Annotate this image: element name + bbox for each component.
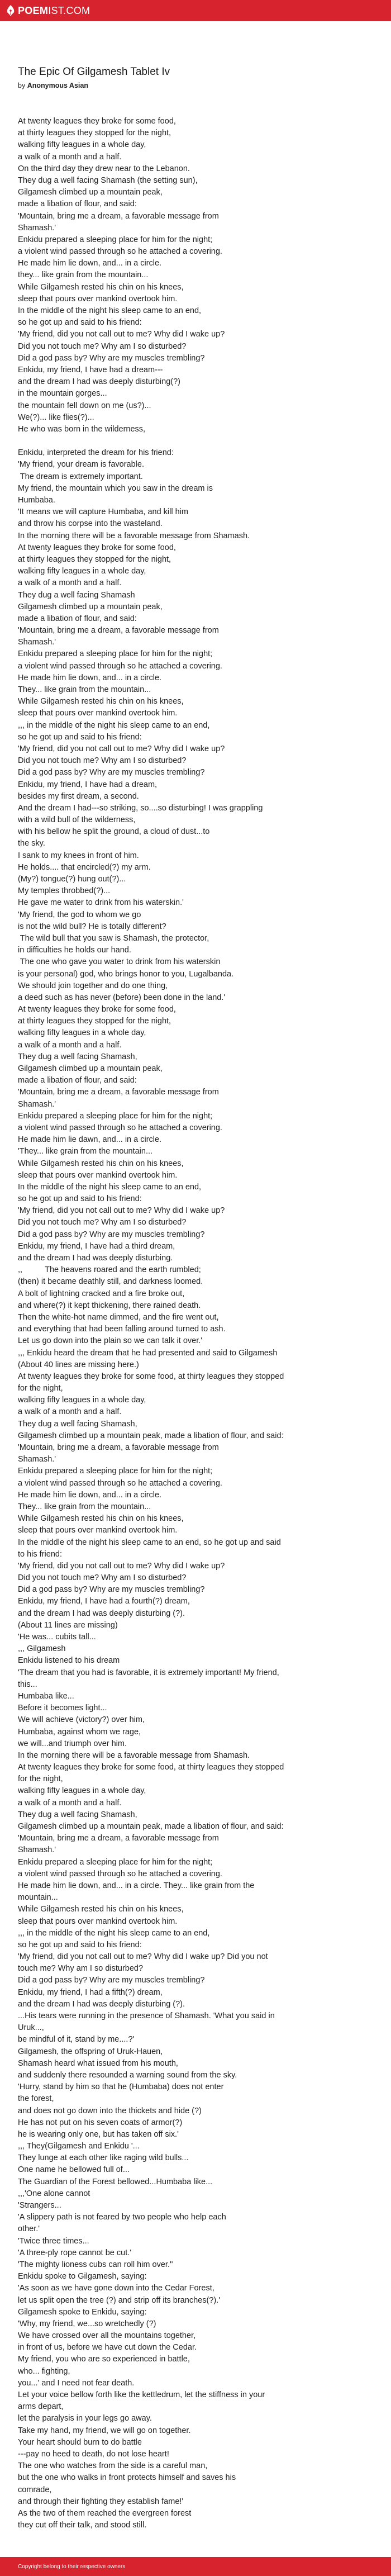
poem-line: made a libation of flour, and said:	[18, 1076, 137, 1085]
poem-line: We will achieve (victory?) over him,	[18, 1715, 145, 1725]
poem-line: The one who watches from the side is a careful man,	[18, 2461, 208, 2471]
poem-line: Shamash.'	[18, 1846, 56, 1855]
poem-line: The Guardian of the Forest bellowed...Humbaba like...	[18, 2177, 213, 2186]
poem-line: sleep that pours over mankind overtook him.	[18, 1170, 178, 1180]
poem-line: They dug a well facing Shamash (the setting sun),	[18, 175, 198, 185]
poem-line: Humbaba like...	[18, 1691, 74, 1701]
poem-line: 'Why, my friend, we...so wretchedly (?)	[18, 2319, 156, 2328]
poem-line: ,,,'One alone cannot	[18, 2189, 90, 2198]
poem-line: (About 40 lines are missing here.)	[18, 1360, 139, 1369]
poem-line: In the middle of the night his sleep came to an end,	[18, 306, 202, 315]
poem-line: Enkidu prepared a sleeping place for him for the night;	[18, 649, 213, 659]
poem-line: They dug a well facing Shamash,	[18, 1419, 137, 1429]
poem-line: Gilgamesh climbed up a mountain peak,	[18, 602, 163, 611]
poem-line: Did you not touch me? Why am I so disturbed?	[18, 341, 187, 351]
poem-line: in difficulties he holds our hand.	[18, 946, 131, 955]
poem-line: He made him lie dawn, and... in a circle.	[18, 1135, 162, 1145]
poem-line: is your personal) god, who brings honor to you, Lugalbanda.	[18, 969, 234, 979]
poem-line: comrade,	[18, 2485, 52, 2494]
poem-line: be mindful of it, stand by me....?'	[18, 2035, 135, 2044]
poem-byline	[18, 82, 88, 89]
poem-line: a violent wind passed through so he attached a covering.	[18, 1478, 222, 1488]
poem-line: 'My friend, did you not call out to me? Why did I wake up?	[18, 330, 225, 339]
poem-line: He holds.... that encircled(?) my arm.	[18, 862, 151, 872]
poem-line: let the paralysis in your legs go away.	[18, 2414, 152, 2423]
poem-line: 'Mountain, bring me a dream, a favorable message from	[18, 1834, 219, 1843]
site-logo-text	[18, 5, 90, 17]
poem-line: made a libation of flour, and said:	[18, 200, 137, 209]
poem-line: In the middle of the night his sleep came to an end, so he got up and said	[18, 1538, 281, 1547]
site-footer	[0, 2557, 391, 2576]
poem-line: so he got up and said to his friend:	[18, 1940, 142, 1949]
logo-text-bold: POEM	[18, 4, 49, 16]
poem-line: in front of us, before we have cut down the Cedar.	[18, 2343, 197, 2352]
poem-line: they... like grain from the mountain...	[18, 271, 149, 280]
site-header	[0, 0, 391, 21]
poem-line: They lunge at each other like raging wild bulls...	[18, 2153, 189, 2163]
poem-line: for the night,	[18, 1384, 63, 1393]
poem-line: 'The mighty lioness cubs can roll him over.''	[18, 2260, 173, 2269]
poem-line: let us split open the tree (?) and strip off its branches(?).'	[18, 2295, 220, 2305]
poem-line: Humbaba.	[18, 496, 55, 505]
poem-title: The Epic Of Gilgamesh Tablet Iv	[18, 66, 170, 78]
poem-line: besides my first dream, a second.	[18, 791, 139, 801]
poem-line: 'My friend, did you not call out to me? Why did I wake up?	[18, 1206, 225, 1216]
poem-line: While Gilgamesh rested his chin on his knees,	[18, 1514, 184, 1524]
poem-line: so he got up and said to his friend:	[18, 732, 142, 742]
poem-line: and the dream I had was deeply disturbing (?).	[18, 1609, 185, 1618]
poem-line: 'Mountain, bring me a dream, a favorable message from	[18, 211, 219, 221]
poem-line: My friend, you who are so experienced in battle,	[18, 2355, 190, 2364]
poem-line: and everything that had been falling around turned to ash.	[18, 1325, 226, 1334]
pen-nib-icon	[6, 4, 16, 17]
poem-line: Shamash heard what issued from his mouth,	[18, 2058, 178, 2068]
poem-line: He made him lie down, and... in a circle. They... like grain from the	[18, 1881, 255, 1890]
poem-line: walking fifty leagues in a whole day,	[18, 1786, 146, 1796]
poem-line: this...	[18, 1680, 37, 1689]
poem-line: sleep that pours over mankind overtook him.	[18, 1916, 178, 1926]
poem-line: a walk of a month and a half.	[18, 152, 122, 162]
poem-line: Shamash.'	[18, 1455, 56, 1464]
poem-line: the mountain fell down on me (us?)...	[18, 401, 151, 410]
poem-line: ,,, Gilgamesh	[18, 1644, 66, 1654]
poem-line: A bolt of lightning cracked and a fire broke out,	[18, 1289, 185, 1298]
poem-line: walking fifty leagues in a whole day,	[18, 140, 146, 150]
poem-line: sleep that pours over mankind overtook him.	[18, 709, 178, 718]
poem-line: 'Twice three times...	[18, 2236, 89, 2246]
poem-line: and the dream I had was deeply disturbing (?).	[18, 1999, 185, 2009]
poem-line: 'He was... cubits tall...	[18, 1633, 96, 1642]
poem-stanza	[18, 447, 375, 2531]
poem-line: ,,, in the middle of the night his sleep came to an end,	[18, 1928, 210, 1938]
poem-line: so he got up and said to his friend:	[18, 318, 142, 328]
poem-stanza	[18, 116, 375, 435]
poem-line: He made him lie down, and... in a circle.	[18, 1490, 162, 1500]
poem-line: 'As soon as we have gone down into the Cedar Forest,	[18, 2284, 214, 2293]
poem-line: 'Strangers...	[18, 2201, 61, 2210]
poem-line: a violent wind passed through so he attached a covering.	[18, 661, 222, 671]
poem-line: (My?) tongue(?) hung out(?)...	[18, 875, 126, 884]
poem-line: touch me? Why am I so disturbed?	[18, 1964, 144, 1973]
poem-line: Enkidu prepared a sleeping place for him for the night;	[18, 235, 213, 244]
poem-line: we will...and triumph over him.	[18, 1739, 127, 1748]
poem-line: 'Mountain, bring me a dream, a favorable message from	[18, 1443, 219, 1452]
poem-line: and the dream I had was deeply disturbing(?)	[18, 377, 180, 387]
poem-line: a violent wind passed through so he attached a covering.	[18, 1123, 222, 1132]
poem-line: 'My friend, did you not call out to me? Why did I wake up? Did you not	[18, 1952, 268, 1962]
poem-line: We have crossed over all the mountains together,	[18, 2331, 196, 2341]
poem-line: They... like grain from the mountain...	[18, 1502, 151, 1511]
poem-line: Did a god pass by? Why are my muscles trembling?	[18, 1976, 205, 1985]
poem-line: The wild bull that you saw is Shamash, the protector,	[18, 933, 209, 943]
poem-line: Did you not touch me? Why am I so disturbed?	[18, 756, 187, 766]
poem-line: Shamash.'	[18, 1099, 56, 1109]
poem-line: Gilgamesh spoke to Enkidu, saying:	[18, 2307, 147, 2317]
poem-line: ...His tears were running in the presence of Shamash. 'What you said in	[18, 2012, 275, 2020]
poem-line: other.'	[18, 2224, 40, 2234]
poem-line: Enkidu, my friend, I have had a third dream,	[18, 1241, 175, 1251]
poem-line: While Gilgamesh rested his chin on his knees,	[18, 1159, 184, 1168]
poem-line: ,,, Enkidu heard the dream that he had presented and said to Gilgamesh	[18, 1348, 278, 1358]
poem-line: Enkidu, my friend, I have had a dream---	[18, 365, 163, 374]
poem-line: who... fighting,	[18, 2366, 70, 2376]
poem-line: 'Mountain, bring me a dream, a favorable message from	[18, 626, 219, 635]
poem-line: Enkidu spoke to Gilgamesh, saying:	[18, 2272, 147, 2281]
poem-line: They dug a well facing Shamash,	[18, 1810, 137, 1819]
poem-line: I sank to my knees in front of him.	[18, 851, 139, 860]
poem-line: Gilgamesh climbed up a mountain peak,	[18, 188, 163, 197]
poem-line: Then the white-hot name dimmed, and the fire went out,	[18, 1312, 219, 1322]
poem-line: a walk of a month and a half.	[18, 578, 122, 588]
poem-line: with his bellow he split the ground, a cloud of dust...to	[18, 827, 210, 837]
poem-line: And the dream I had---so striking, so....so disturbing! I was grappling	[18, 803, 263, 813]
poem-line: At twenty leagues they broke for some food, at thirty leagues they stopped	[18, 1763, 284, 1772]
poem-line: Did you not touch me? Why am I so disturbed?	[18, 1573, 187, 1583]
poem-line: Enkidu prepared a sleeping place for him for the night;	[18, 1111, 213, 1121]
poem-line: Your heart should burn to do battle	[18, 2437, 142, 2447]
poem-line: In the morning there will be a favorable message from Shamash.	[18, 531, 250, 540]
poem-line: He who was born in the wilderness,	[18, 424, 146, 434]
poem-line: He has not put on his seven coats of armor(?)	[18, 2118, 183, 2127]
poem-line: made a libation of flour, and said:	[18, 614, 137, 623]
poem-line: and through their fighting they establish fame!'	[18, 2497, 184, 2506]
poem-line: Enkidu, my friend, I have had a dream,	[18, 780, 158, 789]
poem-line: 'It means we will capture Humbaba, and kill him	[18, 507, 188, 517]
poem-line: 'Hurry, stand by him so that he (Humbaba) does not enter	[18, 2082, 224, 2092]
poem-line: 'They... like grain from the mountain...	[18, 1147, 153, 1156]
poem-line: 'My friend, the god to whom we go	[18, 910, 141, 919]
poem-line: Humbaba, against whom we rage,	[18, 1727, 141, 1737]
poem-line: ,, The heavens roared and the earth rumbled;	[18, 1265, 201, 1275]
poem-line: ,,, They(Gilgamesh and Enkidu '...	[18, 2142, 140, 2151]
poem-line: the sky.	[18, 839, 45, 848]
poem-line: Uruk...,	[18, 2023, 44, 2033]
poem-line: so he got up and said to his friend:	[18, 1194, 142, 1204]
poem-line: They... like grain from the mountain...	[18, 685, 151, 694]
poem-line: 'My friend, did you not call out to me? Why did I wake up?	[18, 744, 225, 753]
poem-line: My friend, the mountain which you saw in the dream is	[18, 483, 213, 493]
poem-line: While Gilgamesh rested his chin on his knees,	[18, 282, 184, 292]
poem-line: arms depart,	[18, 2402, 64, 2412]
poem-line: Gilgamesh, the offspring of Uruk-Hauen,	[18, 2047, 163, 2056]
logo-text-rest: IST.COM	[48, 4, 90, 16]
poem-line: 'The dream that you had is favorable, it is extremely important! My friend,	[18, 1668, 279, 1677]
poem-line: a deed such as has never (before) been done in the land.'	[18, 993, 226, 1002]
poem-line: ---pay no heed to death, do not lose heart!	[18, 2449, 169, 2459]
poem-line: Shamash.'	[18, 638, 56, 647]
poem-line: Did a god pass by? Why are my muscles trembling?	[18, 1230, 205, 1239]
poem-line: ,,, in the middle of the night his sleep came to an end,	[18, 720, 210, 730]
poem-line: walking fifty leagues in a whole day,	[18, 567, 146, 576]
poem-line: He made him lie down, and... in a circle.	[18, 259, 162, 268]
poem-line: at thirty leagues they stopped for the night,	[18, 554, 171, 564]
poem-line: in the mountain gorges...	[18, 389, 107, 399]
poem-line: a walk of a month and a half.	[18, 1040, 122, 1050]
poem-line: at thirty leagues they stopped for the night,	[18, 1017, 171, 1026]
poem-line: Enkidu prepared a sleeping place for him for the night;	[18, 1857, 213, 1867]
poem-line: Enkidu, my friend, I had a fifth(?) dream,	[18, 1987, 163, 1997]
poem-line: Before it becomes light...	[18, 1704, 107, 1713]
poem-line: We should join together and do one thing,	[18, 981, 168, 990]
poem-line: As the two of them reached the evergreen forest	[18, 2508, 192, 2518]
poem-line: At twenty leagues they broke for some food,	[18, 117, 176, 126]
poem-line: One name he bellowed full of...	[18, 2165, 130, 2175]
poem-line: (About 11 lines are missing)	[18, 1620, 118, 1630]
poem-line: sleep that pours over mankind overtook him.	[18, 294, 178, 303]
poem-line: Let your voice bellow forth like the kettledrum, let the stiffness in your	[18, 2390, 265, 2399]
poem-line: They dug a well facing Shamash,	[18, 1052, 137, 1061]
poem-line: The dream is extremely important.	[18, 472, 143, 481]
poem-line: he is wearing only one, but has taken off six.'	[18, 2129, 179, 2139]
poem-body	[18, 116, 375, 2531]
poem-line: 'My friend, did you not call out to me? Why did I wake up?	[18, 1561, 225, 1571]
poem-line: Shamash.'	[18, 223, 56, 233]
poem-line: 'A three-ply rope cannot be cut.'	[18, 2248, 132, 2257]
poem-line: 'A slippery path is not feared by two people who help each	[18, 2213, 226, 2222]
poem-line: Gilgamesh climbed up a mountain peak, made a libation of flour, and said:	[18, 1431, 284, 1440]
poem-line: On the third day they drew near to the Lebanon.	[18, 164, 190, 173]
copyright-notice: Copyright belong to their respective owners	[18, 2563, 126, 2570]
poem-line: At twenty leagues they broke for some food, at thirty leagues they stopped	[18, 1372, 284, 1381]
poem-line: with a wild bull of the wilderness,	[18, 815, 136, 825]
poem-line: My temples throbbed(?)...	[18, 886, 111, 896]
poem-line: and throw his corpse into the wasteland.	[18, 519, 163, 529]
poem-line: Let us go down into the plain so we can talk it over.'	[18, 1336, 203, 1346]
poem-line: to his friend:	[18, 1549, 62, 1559]
poem-line: is not the wild bull? He is totally different?	[18, 922, 166, 931]
poem-line: Take my hand, my friend, we will go on together.	[18, 2426, 191, 2435]
poem-line: Gilgamesh climbed up a mountain peak,	[18, 1064, 163, 1073]
poem-line: for the night,	[18, 1775, 63, 1784]
poem-line: While Gilgamesh rested his chin on his knees,	[18, 697, 184, 706]
poem-line: Enkidu, my friend, I have had a fourth(?) dream,	[18, 1597, 190, 1606]
byline-prefix: by	[18, 82, 27, 89]
poem-line: and the dream I had was deeply disturbing.	[18, 1254, 173, 1263]
poem-line: sleep that pours over mankind overtook him.	[18, 1526, 178, 1535]
poem-line: walking fifty leagues in a whole day,	[18, 1396, 146, 1405]
poem-line: Did a god pass by? Why are my muscles trembling?	[18, 768, 205, 777]
poem-line: Did a god pass by? Why are my muscles trembling?	[18, 353, 205, 363]
poem-line: Gilgamesh climbed up a mountain peak, made a libation of flour, and said:	[18, 1822, 284, 1831]
poem-line: At twenty leagues they broke for some food,	[18, 1005, 176, 1014]
poem-line: a violent wind passed through so he attached a covering.	[18, 1869, 222, 1878]
poem-line: a walk of a month and a half.	[18, 1798, 122, 1808]
poem-line: 'Mountain, bring me a dream, a favorable message from	[18, 1088, 219, 1097]
poem-line: He made him lie down, and... in a circle.	[18, 673, 162, 682]
poem-line: mountain...	[18, 1893, 58, 1903]
author-link[interactable]: Anonymous Asian	[27, 82, 88, 89]
poem-line: 'My friend, your dream is favorable.	[18, 460, 144, 469]
poem-line: you...' and I need not fear death.	[18, 2378, 135, 2388]
poem-line: but the one who walks in front protects himself and saves his	[18, 2473, 236, 2483]
poem-line: Enkidu listened to his dream	[18, 1656, 120, 1666]
poem-line: He gave me water to drink from his waterskin.'	[18, 898, 184, 908]
poem-line: Enkidu prepared a sleeping place for him for the night;	[18, 1467, 213, 1476]
site-logo-link[interactable]	[6, 4, 90, 17]
poem-line: and where(?) it kept thickening, there rained death.	[18, 1301, 201, 1310]
poem-line: At twenty leagues they broke for some food,	[18, 543, 176, 552]
poem-line: and does not go down into the thickets and hide (?)	[18, 2106, 202, 2115]
poem-line: The one who gave you water to drink from his waterskin	[18, 957, 221, 967]
poem-line: We(?)... like flies(?)...	[18, 412, 94, 422]
poem-line: (then) it became deathly still, and darkness loomed.	[18, 1277, 203, 1287]
poem-line: In the middle of the night his sleep came to an end,	[18, 1182, 202, 1192]
poem-line: Did you not touch me? Why am I so disturbed?	[18, 1218, 187, 1227]
poem-line: walking fifty leagues in a whole day,	[18, 1028, 146, 1038]
poem-line: and suddenly there resounded a warning sound from the sky.	[18, 2070, 237, 2080]
poem-line: a violent wind passed through so he attached a covering.	[18, 247, 222, 257]
poem-line: the forest,	[18, 2094, 54, 2104]
poem-line: Enkidu, interpreted the dream for his friend:	[18, 448, 174, 458]
poem-line: at thirty leagues they stopped for the night,	[18, 129, 171, 138]
poem-line: While Gilgamesh rested his chin on his knees,	[18, 1905, 184, 1914]
poem-line: In the morning there will be a favorable message from Shamash.	[18, 1750, 250, 1760]
poem-line: a walk of a month and a half.	[18, 1407, 122, 1417]
poem-line: they cut off their talk, and stood still.	[18, 2521, 147, 2530]
poem-line: They dug a well facing Shamash	[18, 590, 135, 600]
poem-line: Did a god pass by? Why are my muscles trembling?	[18, 1585, 205, 1595]
